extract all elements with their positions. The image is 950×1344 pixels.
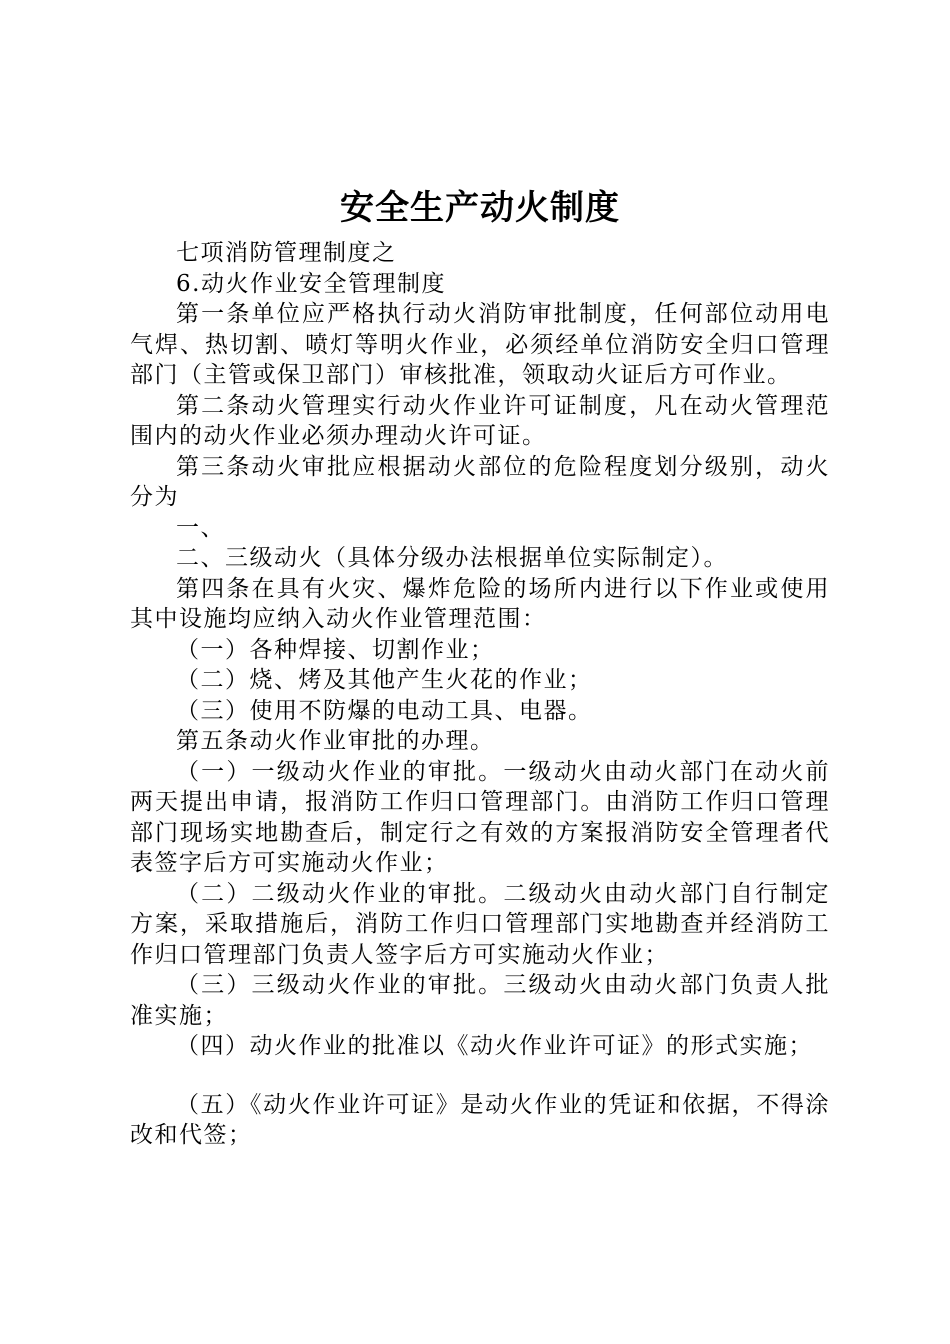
paragraph-approval-level-1: （一）一级动火作业的审批。一级动火由动火部门在动火前两天提出申请，报消防工作归口管理部门。由消防工作归口管理部门现场实地勘查后，制定行之有效的方案报消防安全管理者代表签字后方可实施动火作业； (130, 758, 830, 876)
paragraph-section-heading: 6.动火作业安全管理制度 (176, 270, 446, 297)
paragraph-approval-permit-form: （四）动火作业的批准以《动火作业许可证》的形式实施； (176, 1033, 813, 1059)
paragraph-article-2: 第二条动火管理实行动火作业许可证制度，凡在动火管理范围内的动火作业必须办理动火许可证。 (130, 392, 830, 449)
paragraph-approval-level-3: （三）三级动火作业的审批。三级动火由动火部门负责人批准实施； (130, 972, 830, 1029)
paragraph-item-sparks: （二）烧、烤及其他产生火花的作业； (176, 667, 593, 693)
paragraph-article-5: 第五条动火作业审批的办理。 (176, 728, 495, 754)
paragraph-approval-level-2: （二）二级动火作业的审批。二级动火由动火部门自行制定方案，采取措施后，消防工作归口管理部门实地勘查并经消防工作归口管理部门负责人签字后方可实施动火作业； (130, 880, 830, 968)
document-title: 安全生产动火制度 (340, 188, 620, 228)
paragraph-article-3: 第三条动火审批应根据动火部位的危险程度划分级别，动火分为 (130, 453, 830, 510)
paragraph-level-two-three: 二、三级动火（具体分级办法根据单位实际制定）。 (176, 545, 728, 571)
paragraph-item-welding: （一）各种焊接、切割作业； (176, 636, 495, 663)
paragraph-level-one: 一、 (176, 514, 225, 541)
paragraph-permit-validity: （五）《动火作业许可证》是动火作业的凭证和依据，不得涂改和代签； (130, 1091, 830, 1148)
paragraph-series-intro: 七项消防管理制度之 (176, 240, 397, 266)
paragraph-item-tools: （三）使用不防爆的电动工具、电器。 (176, 697, 593, 724)
paragraph-article-4: 第四条在具有火灾、爆炸危险的场所内进行以下作业或使用其中设施均应纳入动火作业管理范围： (130, 575, 830, 632)
document-page (130, 186, 830, 1151)
paragraph-article-1: 第一条单位应严格执行动火消防审批制度，任何部位动用电气焊、热切割、喷灯等明火作业，必须经单位消防安全归口管理部门（主管或保卫部门）审核批准，领取动火证后方可作业。 (130, 301, 830, 388)
document-body (130, 238, 830, 1151)
